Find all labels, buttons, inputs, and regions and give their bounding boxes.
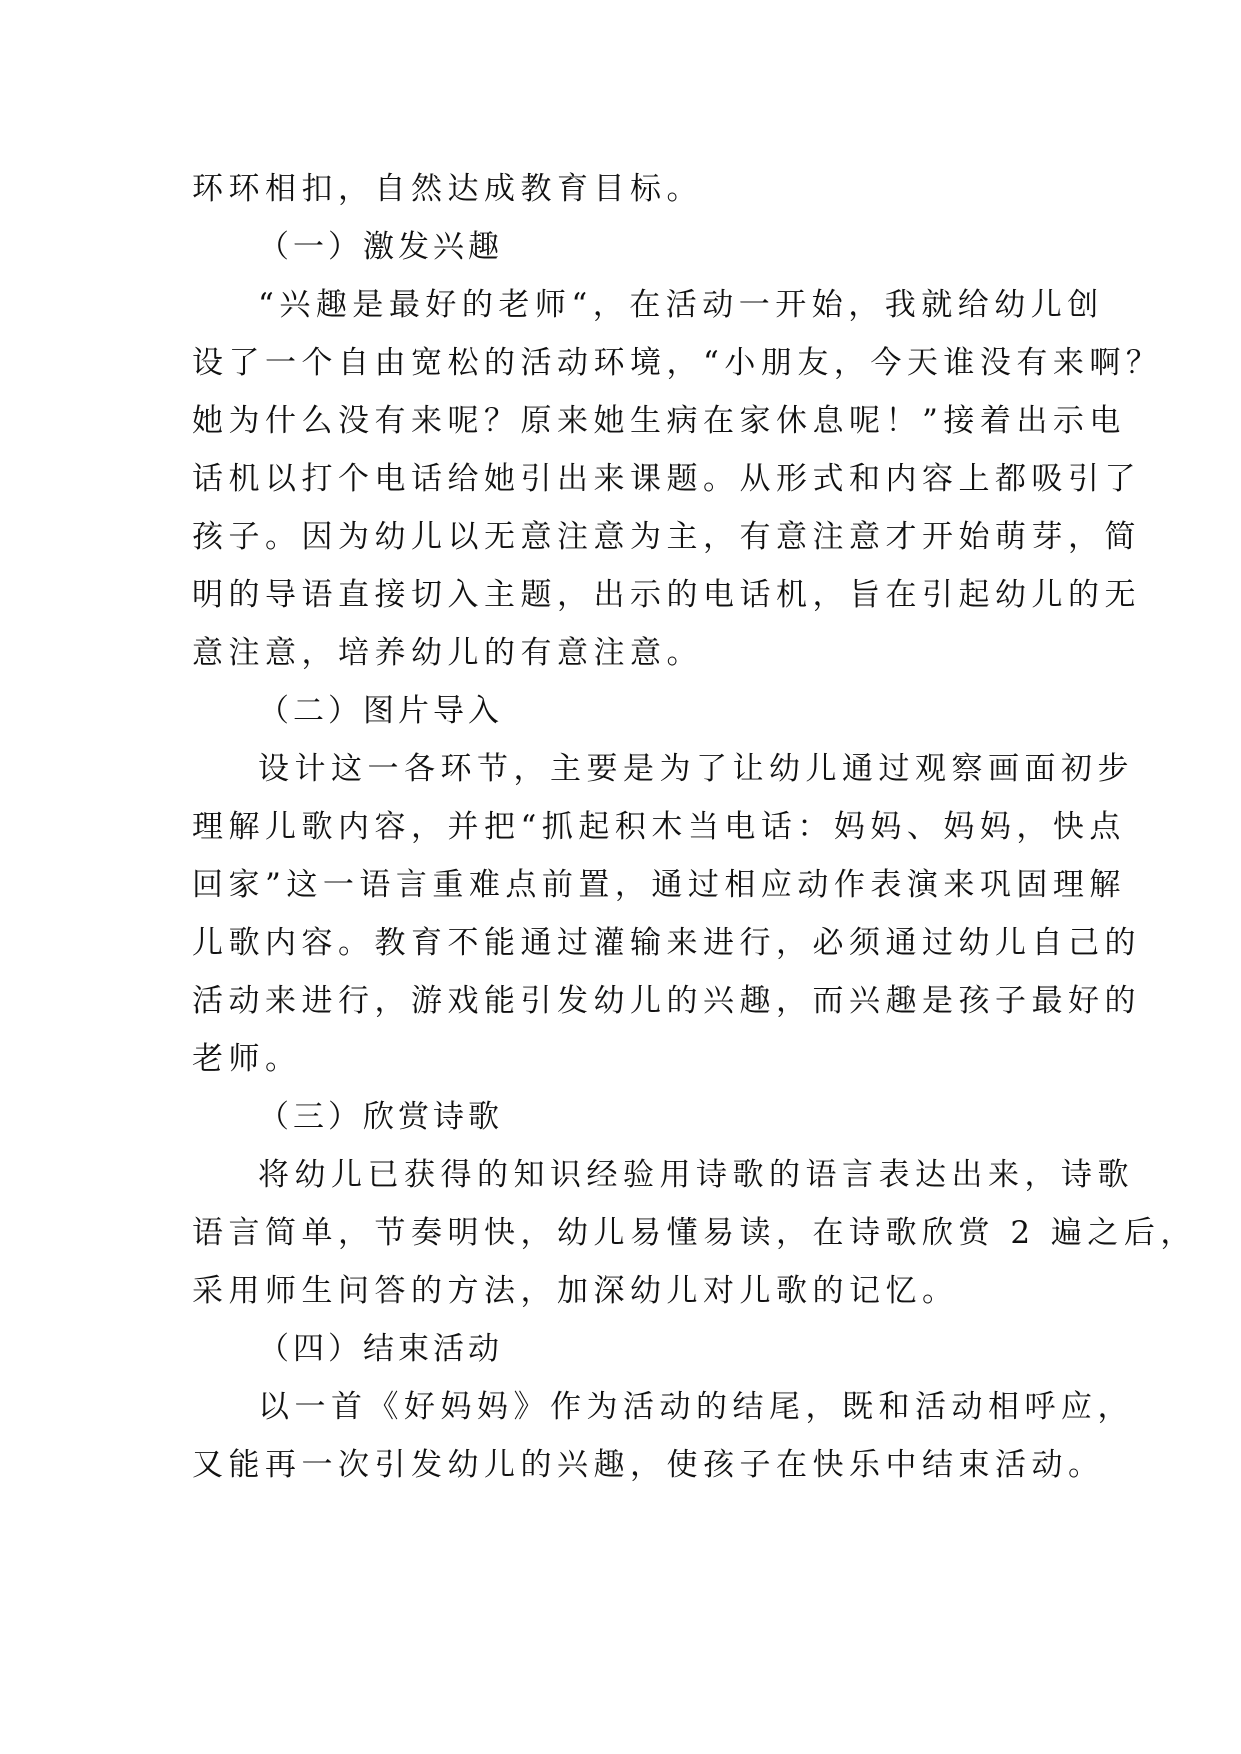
paragraph-line: 明的导语直接切入主题，出示的电话机，旨在引起幼儿的无 — [192, 577, 1141, 613]
section-heading-ending: （四）结束活动 — [258, 1331, 503, 1367]
section-heading-poem: （三）欣赏诗歌 — [258, 1099, 503, 1135]
paragraph-line: 又能再一次引发幼儿的兴趣，使孩子在快乐中结束活动。 — [192, 1447, 1105, 1483]
paragraph-line: 意注意，培养幼儿的有意注意。 — [192, 635, 703, 671]
paragraph-line: 活动来进行，游戏能引发幼儿的兴趣，而兴趣是孩子最好的 — [192, 983, 1141, 1019]
paragraph-line: 语言简单，节奏明快，幼儿易懂易读，在诗歌欣赏 2 遍之后， — [192, 1215, 1197, 1251]
paragraph-line: 采用师生问答的方法，加深幼儿对儿歌的记忆。 — [192, 1273, 959, 1309]
paragraph-line: 话机以打个电话给她引出来课题。从形式和内容上都吸引了 — [192, 461, 1141, 497]
section-heading-interest: （一）激发兴趣 — [258, 229, 503, 265]
paragraph-continuation-line: 环环相扣，自然达成教育目标。 — [192, 171, 703, 207]
paragraph-line: 设了一个自由宽松的活动环境，“小朋友，今天谁没有来啊？ — [192, 345, 1163, 381]
paragraph-line: 儿歌内容。教育不能通过灌输来进行，必须通过幼儿自己的 — [192, 925, 1141, 961]
paragraph-line: 理解儿歌内容，并把“抓起积木当电话：妈妈、妈妈，快点 — [192, 809, 1126, 845]
paragraph-line: 回家”这一语言重难点前置，通过相应动作表演来巩固理解 — [192, 867, 1126, 903]
paragraph-line: 设计这一各环节，主要是为了让幼儿通过观察画面初步 — [258, 751, 1134, 787]
paragraph-line: 孩子。因为幼儿以无意注意为主，有意注意才开始萌芽，简 — [192, 519, 1141, 555]
paragraph-line: 她为什么没有来呢？原来她生病在家休息呢！”接着出示电 — [192, 403, 1126, 439]
paragraph-line: 将幼儿已获得的知识经验用诗歌的语言表达出来，诗歌 — [258, 1157, 1134, 1193]
section-heading-picture: （二）图片导入 — [258, 693, 503, 729]
paragraph-line: “兴趣是最好的老师“，在活动一开始，我就给幼儿创 — [258, 287, 1104, 323]
document-body — [192, 160, 1197, 1494]
paragraph-line: 以一首《好妈妈》作为活动的结尾，既和活动相呼应， — [258, 1389, 1134, 1425]
paragraph-line: 老师。 — [192, 1041, 302, 1077]
